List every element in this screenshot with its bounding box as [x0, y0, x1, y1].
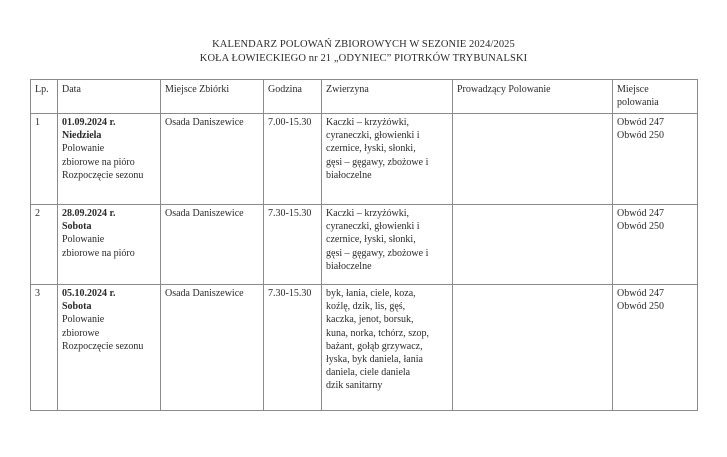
cell-game: byk, łania, ciele, koza, koźlę, dzik, lis, gęś, kaczka, jenot, borsuk, kuna, norka, tchórz, szop, bażant, gołąb grzywacz, łyska, byk daniela, łania daniela, ciele daniela dzik sanitarny: [322, 285, 453, 411]
row-day: Sobota: [62, 221, 92, 233]
cell-time: 7.30-15.30: [264, 205, 322, 285]
hunting-area: Obwód 247: [617, 288, 664, 299]
cell-game: Kaczki – krzyżówki, cyraneczki, głowienki i czernice, łyski, słonki, gęsi – gęgawy, zbożowe i białoczelne: [322, 114, 453, 205]
row-note: Polowanie: [62, 234, 105, 246]
cell-leader: [453, 285, 613, 411]
cell-game: Kaczki – krzyżówki, cyraneczki, głowienki i czernice, łyski, słonki, gęsi – gęgawy, zbożowe i białoczelne: [322, 205, 453, 285]
cell-lp: 2: [31, 205, 58, 285]
hunting-area: Obwód 247: [617, 117, 664, 128]
hunting-area: Obwód 250: [617, 301, 664, 313]
hunting-area: Obwód 250: [617, 130, 664, 142]
hunting-area: Obwód 250: [617, 221, 664, 233]
cell-time: 7.30-15.30: [264, 285, 322, 411]
row-note: zbiorowe na pióro: [62, 247, 135, 259]
hunting-schedule-table: [30, 79, 698, 411]
row-note: Rozpoczęcie sezonu: [62, 169, 144, 181]
row-note: Polowanie: [62, 143, 105, 155]
row-date: 01.09.2024 r.: [62, 117, 116, 128]
header-hunting-place: Miejsce polowania: [613, 80, 698, 114]
header-leader: Prowadzący Polowanie: [453, 80, 613, 114]
hunting-area: Obwód 247: [617, 208, 664, 219]
row-note: Polowanie: [62, 314, 105, 326]
row-note: Rozpoczęcie sezonu: [62, 340, 144, 352]
cell-meeting-place: Osada Daniszewice: [161, 205, 264, 285]
row-note: zbiorowe na pióro: [62, 156, 135, 168]
cell-date: [58, 285, 161, 411]
row-date: 28.09.2024 r.: [62, 208, 116, 219]
row-day: Sobota: [62, 301, 92, 313]
table-row: [31, 114, 698, 205]
cell-hunting-place: [613, 285, 698, 411]
row-day: Niedziela: [62, 130, 102, 142]
cell-lp: 1: [31, 114, 58, 205]
cell-lp: 3: [31, 285, 58, 411]
cell-date: [58, 114, 161, 205]
cell-leader: [453, 114, 613, 205]
row-note: zbiorowe: [62, 327, 100, 339]
table-row: [31, 205, 698, 285]
cell-leader: [453, 205, 613, 285]
table-header-row: [31, 80, 698, 114]
cell-date: [58, 205, 161, 285]
heading-line-1: KALENDARZ POLOWAŃ ZBIOROWYCH W SEZONIE 2024/2025: [212, 39, 515, 50]
cell-meeting-place: Osada Daniszewice: [161, 114, 264, 205]
header-game: Zwierzyna: [322, 80, 453, 114]
header-date: Data: [58, 80, 161, 114]
header-lp: Lp.: [31, 80, 58, 114]
header-meeting-place: Miejsce Zbiórki: [161, 80, 264, 114]
cell-meeting-place: Osada Daniszewice: [161, 285, 264, 411]
table-row: [31, 285, 698, 411]
cell-hunting-place: [613, 114, 698, 205]
document-heading: [0, 38, 727, 66]
cell-time: 7.00-15.30: [264, 114, 322, 205]
cell-hunting-place: [613, 205, 698, 285]
heading-line-2: KOŁA ŁOWIECKIEGO nr 21 „ODYNIEC” PIOTRKÓW TRYBUNALSKI: [199, 53, 528, 64]
row-date: 05.10.2024 r.: [62, 288, 116, 299]
header-time: Godzina: [264, 80, 322, 114]
